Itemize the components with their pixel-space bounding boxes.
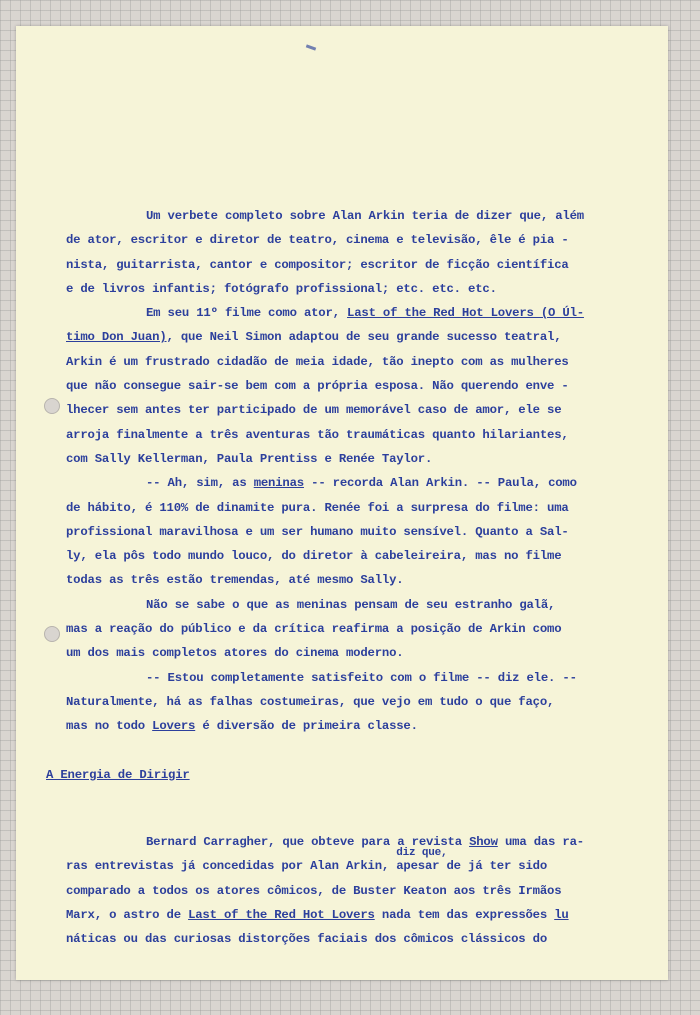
p5-line: Naturalmente, há as falhas costumeiras, que vejo em tudo o que faço, <box>66 694 555 709</box>
p6-text: apesar de já ter sido <box>396 859 548 874</box>
p4-line: Não se sabe o que as meninas pensam de seu estranho galã, <box>146 597 556 612</box>
p1-line: de ator, escritor e diretor de teatro, cinema e televisão, êle é pia - <box>66 233 569 248</box>
p2-line: lhecer sem antes ter participado de um memorável caso de amor, ele se <box>66 403 562 418</box>
show-underlined: Show <box>469 835 498 849</box>
p4-line: mas a reação do público e da crítica reafirma a posição de Arkin como <box>66 622 562 637</box>
p5-line <box>66 714 606 738</box>
p1-line: nista, guitarrista, cantor e compositor; escritor de ficção científica <box>66 257 569 272</box>
p3-line <box>66 471 606 495</box>
film-title: Last of the Red Hot Lovers (O Úl- <box>347 306 584 321</box>
p3-text: -- recorda Alan Arkin. -- Paula, como <box>303 476 577 491</box>
p2-text: Em seu 11º filme como ator, <box>146 306 348 321</box>
p2-line <box>66 301 606 325</box>
meninas-underlined: meninas <box>253 476 304 491</box>
p3-line: profissional maravilhosa e um ser humano muito sensível. Quanto a Sal- <box>66 524 569 539</box>
p3-text: -- Ah, sim, as <box>146 476 254 491</box>
typed-text-body <box>46 204 606 787</box>
p5-text: mas no todo <box>66 719 153 734</box>
p2-line: Arkin é um frustrado cidadão de meia idade, tão inepto com as mulheres <box>66 354 569 369</box>
film-title-cont: timo Don Juan) <box>66 330 167 345</box>
lu-underlined: lu <box>554 907 569 922</box>
spacer <box>66 739 606 763</box>
p2-line: arroja finalmente a três aventuras tão traumáticas quanto hilariantes, <box>66 427 569 442</box>
punch-hole-bottom <box>44 626 60 642</box>
p4-line: um dos mais completos atores do cinema moderno. <box>66 646 404 661</box>
inserted-text: diz que, <box>396 847 448 860</box>
p6-line <box>66 847 606 878</box>
p3-line: ly, ela pôs todo mundo louco, do diretor à cabeleireira, mas no filme <box>66 549 562 564</box>
film-title-underlined: Last of the Red Hot Lovers <box>188 907 375 922</box>
p6-text: ras entrevistas já concedidas por Alan Arkin, <box>66 859 397 874</box>
ink-mark <box>306 44 316 50</box>
p6-text: nada tem das expressões <box>374 907 555 922</box>
p6-text: Marx, o astro de <box>66 907 189 922</box>
p2-line: com Sally Kellerman, Paula Prentiss e Renée Taylor. <box>66 451 433 466</box>
p6-text: uma das ra- <box>497 835 584 849</box>
p2-line: que não consegue sair-se bem com a própria esposa. Não querendo enve - <box>66 379 569 394</box>
section-heading: A Energia de Dirigir <box>46 767 190 782</box>
p1-line: e de livros infantis; fotógrafo profissional; etc. etc. etc. <box>66 281 497 296</box>
p3-line: de hábito, é 110% de dinamite pura. Renée foi a surpresa do filme: uma <box>66 500 569 515</box>
punch-hole-top <box>44 398 60 414</box>
p2-line <box>66 325 606 349</box>
p1-line: Um verbete completo sobre Alan Arkin teria de dizer que, além <box>146 209 584 223</box>
p5-text: é diversão de primeira classe. <box>195 719 418 734</box>
p6-text: Bernard Carragher, que obteve para a revista <box>146 835 470 849</box>
p3-line: todas as três estão tremendas, até mesmo Sally. <box>66 573 404 588</box>
lovers-underlined: Lovers <box>152 719 196 734</box>
typed-text-section-2 <box>66 830 606 951</box>
p6-line <box>66 830 606 854</box>
p5-line: -- Estou completamente satisfeito com o filme -- diz ele. -- <box>146 670 577 685</box>
p6-line: comparado a todos os atores cômicos, de Buster Keaton aos três Irmãos <box>66 883 562 898</box>
p2-text: , que Neil Simon adaptou de seu grande sucesso teatral, <box>166 330 562 345</box>
p6-line: náticas ou das curiosas distorções faciais dos cômicos clássicos do <box>66 932 548 947</box>
p6-line <box>66 903 606 927</box>
